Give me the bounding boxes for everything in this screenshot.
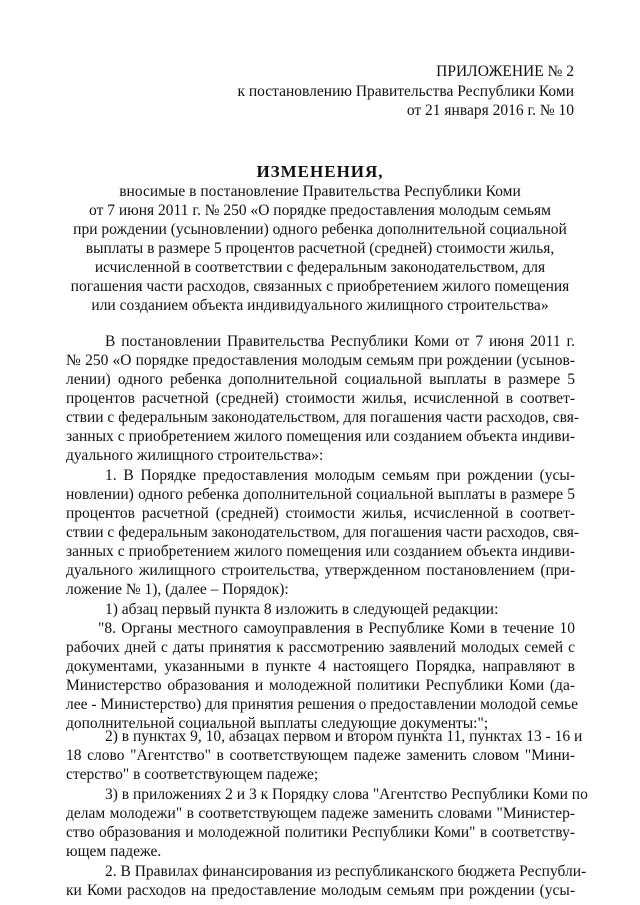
heading-line: исчисленной в соответствии с федеральным законодательством, для <box>94 259 546 276</box>
appendix-subtitle: к постановлению Правительства Республики Коми <box>237 83 574 100</box>
appendix-title: ПРИЛОЖЕНИЕ № 2 <box>436 63 574 80</box>
heading-line: вносимые в постановление Правительства Республики Коми <box>119 183 521 200</box>
body-line: лении) одного ребенка дополнительной социальной выплаты в размере 5 <box>66 371 575 388</box>
body-line: процентов расчетной (средней) стоимости жилья, исчисленной в соответ- <box>66 505 575 522</box>
body-line: процентов расчетной (средней) стоимости жилья, исчисленной в соответ- <box>66 390 575 407</box>
body-line: ющем падеже. <box>66 843 162 860</box>
heading-line: или созданием объекта индивидуального жилищного строительства» <box>91 297 549 314</box>
body-line: ствии с федеральным законодательством, для погашения части расходов, свя- <box>66 524 580 541</box>
heading-line: погашения части расходов, связанных с приобретением жилого помещения <box>70 278 570 295</box>
body-line: дуального жилищного строительства, утвержденном постановлением (при- <box>66 562 575 579</box>
body-line: дуального жилищного строительства»: <box>66 447 324 464</box>
body-line: стерство" в соответствующем падеже; <box>66 766 319 783</box>
body-line: 18 слово "Агентство" в соответствующем падеже заменить словом "Мини- <box>66 747 575 764</box>
body-line: "8. Органы местного самоуправления в Республике Коми в течение 10 <box>98 620 575 637</box>
heading-line: от 7 июня 2011 г. № 250 «О порядке предоставления молодым семьям <box>89 202 551 219</box>
body-line: делам молодежи" в соответствующем падеже заменить словами "Министер- <box>66 805 575 822</box>
body-line: новлении) одного ребенка дополнительной социальной выплаты в размере 5 <box>66 486 575 503</box>
body-line: занных с приобретением жилого помещения или созданием объекта индиви- <box>66 543 575 560</box>
appendix-date: от 21 января 2016 г. № 10 <box>406 102 574 119</box>
body-line: 3) в приложениях 2 и 3 к Порядку слова "Агентство Республики Коми по <box>105 786 588 803</box>
body-line: ствии с федеральным законодательством, для погашения части расходов, свя- <box>66 409 580 426</box>
body-line: лее - Министерство) для принятия решения о предоставлении молодой семье <box>66 696 578 713</box>
body-line: 2. В Правилах финансирования из республиканского бюджета Республи- <box>105 863 587 880</box>
body-line: ки Коми расходов на предоставление молодым семьям при рождении (усы- <box>66 882 575 899</box>
body-line: № 250 «О порядке предоставления молодым семьям при рождении (усынов- <box>66 352 575 369</box>
body-line: занных с приобретением жилого помещения или созданием объекта индиви- <box>66 428 575 445</box>
heading-line: выплаты в размере 5 процентов расчетной (средней) стоимости жилья, <box>85 240 555 257</box>
body-line: ство образования и молодежной политики Республики Коми" в соответству- <box>66 824 575 841</box>
body-line: ложение № 1), (далее – Порядок): <box>66 581 289 598</box>
body-line: 2) в пунктах 9, 10, абзацах первом и втором пункта 11, пунктах 13 - 16 и <box>105 728 583 745</box>
heading-line: при рождении (усыновлении) одного ребенка дополнительной социальной <box>73 221 567 238</box>
body-line: рабочих дней с даты принятия к рассмотрению заявлений молодых семей с <box>66 639 575 656</box>
body-line: дополнительной социальной выплаты следующие документы:"; <box>66 715 489 732</box>
body-line: документами, указанными в пункте 4 настоящего Порядка, направляют в <box>66 658 575 675</box>
body-line: 1. В Порядке предоставления молодым семьям при рождении (усы- <box>105 467 575 484</box>
body-line: Министерство образования и молодежной политики Республики Коми (да- <box>66 677 575 694</box>
body-line: В постановлении Правительства Республики Коми от 7 июня 2011 г. <box>105 333 575 350</box>
changes-title: ИЗМЕНЕНИЯ, <box>256 162 384 181</box>
body-line: 1) абзац первый пункта 8 изложить в следующей редакции: <box>105 601 499 618</box>
